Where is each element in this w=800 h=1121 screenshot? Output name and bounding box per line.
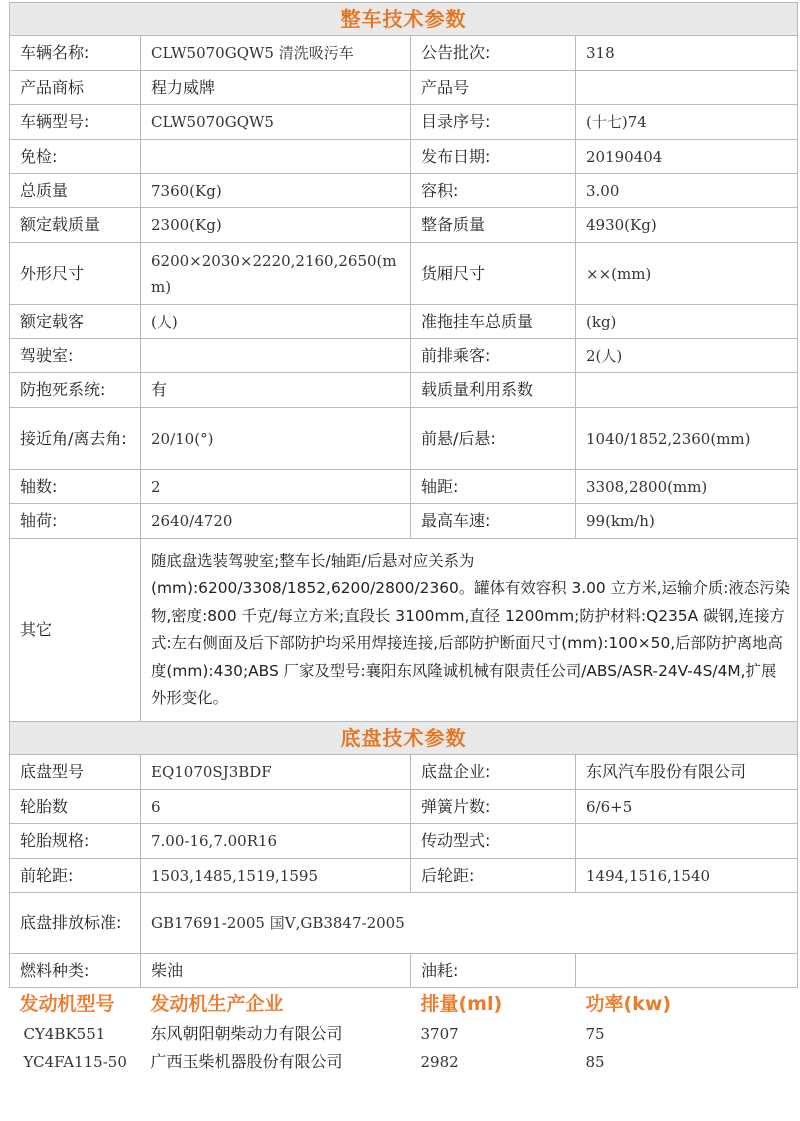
field-value: 7360(Kg) bbox=[141, 174, 411, 208]
field-label: 底盘企业: bbox=[411, 755, 576, 790]
section-title-vehicle: 整车技术参数 bbox=[10, 3, 798, 36]
field-label: 防抱死系统: bbox=[10, 373, 141, 408]
engine-model: CY4BK551 bbox=[23, 1024, 106, 1043]
spec-sheet bbox=[0, 2, 800, 1121]
field-label: 前悬/后悬: bbox=[411, 408, 576, 470]
field-value: 有 bbox=[141, 373, 411, 408]
field-value: CLW5070GQW5 bbox=[141, 105, 411, 140]
section-title-chassis: 底盘技术参数 bbox=[10, 722, 798, 755]
field-value: 318 bbox=[576, 36, 798, 71]
field-label: 容积: bbox=[411, 174, 576, 208]
field-label: 总质量 bbox=[10, 174, 141, 208]
engine-col-maker: 发动机生产企业 bbox=[141, 988, 411, 1020]
field-value: 程力威牌 bbox=[141, 71, 411, 105]
spec-row bbox=[10, 954, 798, 988]
spec-row bbox=[10, 36, 798, 71]
field-value: ××(mm) bbox=[576, 243, 798, 305]
field-value bbox=[576, 954, 798, 988]
field-value: 2 bbox=[141, 470, 411, 504]
engine-header-row bbox=[10, 988, 798, 1020]
field-value: 3.00 bbox=[576, 174, 798, 208]
engine-maker: 广西玉柴机器股份有限公司 bbox=[150, 1051, 343, 1071]
field-label: 燃料种类: bbox=[10, 954, 141, 988]
field-value: 柴油 bbox=[141, 954, 411, 988]
engine-model: YC4FA115-50 bbox=[23, 1052, 127, 1071]
other-label: 其它 bbox=[10, 539, 141, 722]
spec-row bbox=[10, 243, 798, 305]
field-label: 轮胎数 bbox=[10, 790, 141, 824]
field-value: 2(人) bbox=[576, 339, 798, 373]
field-value: (十七)74 bbox=[576, 105, 798, 140]
field-label: 传动型式: bbox=[411, 824, 576, 859]
field-label: 轴距: bbox=[411, 470, 576, 504]
spec-row bbox=[10, 140, 798, 174]
field-label: 轴数: bbox=[10, 470, 141, 504]
field-value bbox=[576, 71, 798, 105]
other-text: 随底盘选装驾驶室;整车长/轴距/后悬对应关系为(mm):6200/3308/1852,6200/2800/2360。罐体有效容积 3.00 立方米,运输介质:液态污染物,密度:800 千克/每立方米;直段长 3100mm,直径 1200mm;防护材料:Q235A 碳钢,连接方式:左右侧面及后下部防护均采用焊接连接,后部防护断面尺寸(mm):100×50,后部防护离地高度(mm):430;ABS 厂家及型号:襄阳东风隆诚机械有限责任公司/ABS/ASR-24V-4S/4M,扩展外形变化。 bbox=[141, 539, 798, 722]
field-value: 7.00-16,7.00R16 bbox=[141, 824, 411, 859]
field-label: 驾驶室: bbox=[10, 339, 141, 373]
field-label: 产品号 bbox=[411, 71, 576, 105]
field-value: EQ1070SJ3BDF bbox=[141, 755, 411, 790]
field-label: 最高车速: bbox=[411, 504, 576, 539]
engine-displacement: 2982 bbox=[420, 1052, 459, 1071]
spec-row bbox=[10, 339, 798, 373]
field-label: 目录序号: bbox=[411, 105, 576, 140]
field-label: 免检: bbox=[10, 140, 141, 174]
spec-row bbox=[10, 208, 798, 243]
field-label: 公告批次: bbox=[411, 36, 576, 71]
engine-row bbox=[10, 1048, 798, 1076]
field-value: 99(km/h) bbox=[576, 504, 798, 539]
engine-power: 75 bbox=[585, 1024, 605, 1043]
field-label: 准拖挂车总质量 bbox=[411, 305, 576, 339]
engine-col-power: 功率(kw) bbox=[576, 988, 798, 1020]
field-value: 20/10(°) bbox=[141, 408, 411, 470]
field-value bbox=[141, 339, 411, 373]
field-label: 底盘排放标准: bbox=[10, 893, 141, 954]
field-label: 载质量利用系数 bbox=[411, 373, 576, 408]
engine-maker: 东风朝阳朝柴动力有限公司 bbox=[150, 1023, 343, 1043]
field-value: 6200×2030×2220,2160,2650(mm) bbox=[141, 243, 411, 305]
field-label: 货厢尺寸 bbox=[411, 243, 576, 305]
spec-row bbox=[10, 408, 798, 470]
spec-row bbox=[10, 504, 798, 539]
field-label: 整备质量 bbox=[411, 208, 576, 243]
spec-row bbox=[10, 373, 798, 408]
field-label: 车辆型号: bbox=[10, 105, 141, 140]
field-label: 外形尺寸 bbox=[10, 243, 141, 305]
field-value bbox=[576, 824, 798, 859]
spec-row bbox=[10, 755, 798, 790]
field-label: 前轮距: bbox=[10, 859, 141, 893]
spec-row bbox=[10, 105, 798, 140]
field-label: 车辆名称: bbox=[10, 36, 141, 71]
field-label: 产品商标 bbox=[10, 71, 141, 105]
spec-row bbox=[10, 174, 798, 208]
field-value: 1503,1485,1519,1595 bbox=[141, 859, 411, 893]
field-value: 4930(Kg) bbox=[576, 208, 798, 243]
field-label: 额定载质量 bbox=[10, 208, 141, 243]
field-value: 3308,2800(mm) bbox=[576, 470, 798, 504]
spec-row bbox=[10, 790, 798, 824]
engine-col-displacement: 排量(ml) bbox=[411, 988, 576, 1020]
field-value: 2300(Kg) bbox=[141, 208, 411, 243]
field-label: 底盘型号 bbox=[10, 755, 141, 790]
engine-col-model: 发动机型号 bbox=[10, 988, 141, 1020]
field-label: 接近角/离去角: bbox=[10, 408, 141, 470]
field-value: 6/6+5 bbox=[576, 790, 798, 824]
field-value: 东风汽车股份有限公司 bbox=[576, 755, 798, 790]
field-value: 6 bbox=[141, 790, 411, 824]
field-value: 1494,1516,1540 bbox=[576, 859, 798, 893]
spec-row bbox=[10, 305, 798, 339]
spec-row bbox=[10, 824, 798, 859]
field-value: GB17691-2005 国Ⅴ,GB3847-2005 bbox=[141, 893, 798, 954]
engine-power: 85 bbox=[585, 1052, 605, 1071]
field-label: 弹簧片数: bbox=[411, 790, 576, 824]
field-value bbox=[576, 373, 798, 408]
spec-row bbox=[10, 859, 798, 893]
field-label: 发布日期: bbox=[411, 140, 576, 174]
field-label: 后轮距: bbox=[411, 859, 576, 893]
spec-row bbox=[10, 470, 798, 504]
field-label: 轮胎规格: bbox=[10, 824, 141, 859]
field-value: 20190404 bbox=[576, 140, 798, 174]
other-row bbox=[10, 539, 798, 722]
spec-row bbox=[10, 71, 798, 105]
field-value: CLW5070GQW5 清洗吸污车 bbox=[141, 36, 411, 71]
field-label: 额定载客 bbox=[10, 305, 141, 339]
field-value: 1040/1852,2360(mm) bbox=[576, 408, 798, 470]
field-value: (kg) bbox=[576, 305, 798, 339]
field-label: 前排乘客: bbox=[411, 339, 576, 373]
engine-displacement: 3707 bbox=[420, 1024, 459, 1043]
spec-row bbox=[10, 893, 798, 954]
engine-row bbox=[10, 1020, 798, 1048]
field-value: 2640/4720 bbox=[141, 504, 411, 539]
field-value bbox=[141, 140, 411, 174]
spec-table bbox=[9, 2, 798, 1076]
field-value: (人) bbox=[141, 305, 411, 339]
field-label: 轴荷: bbox=[10, 504, 141, 539]
field-label: 油耗: bbox=[411, 954, 576, 988]
